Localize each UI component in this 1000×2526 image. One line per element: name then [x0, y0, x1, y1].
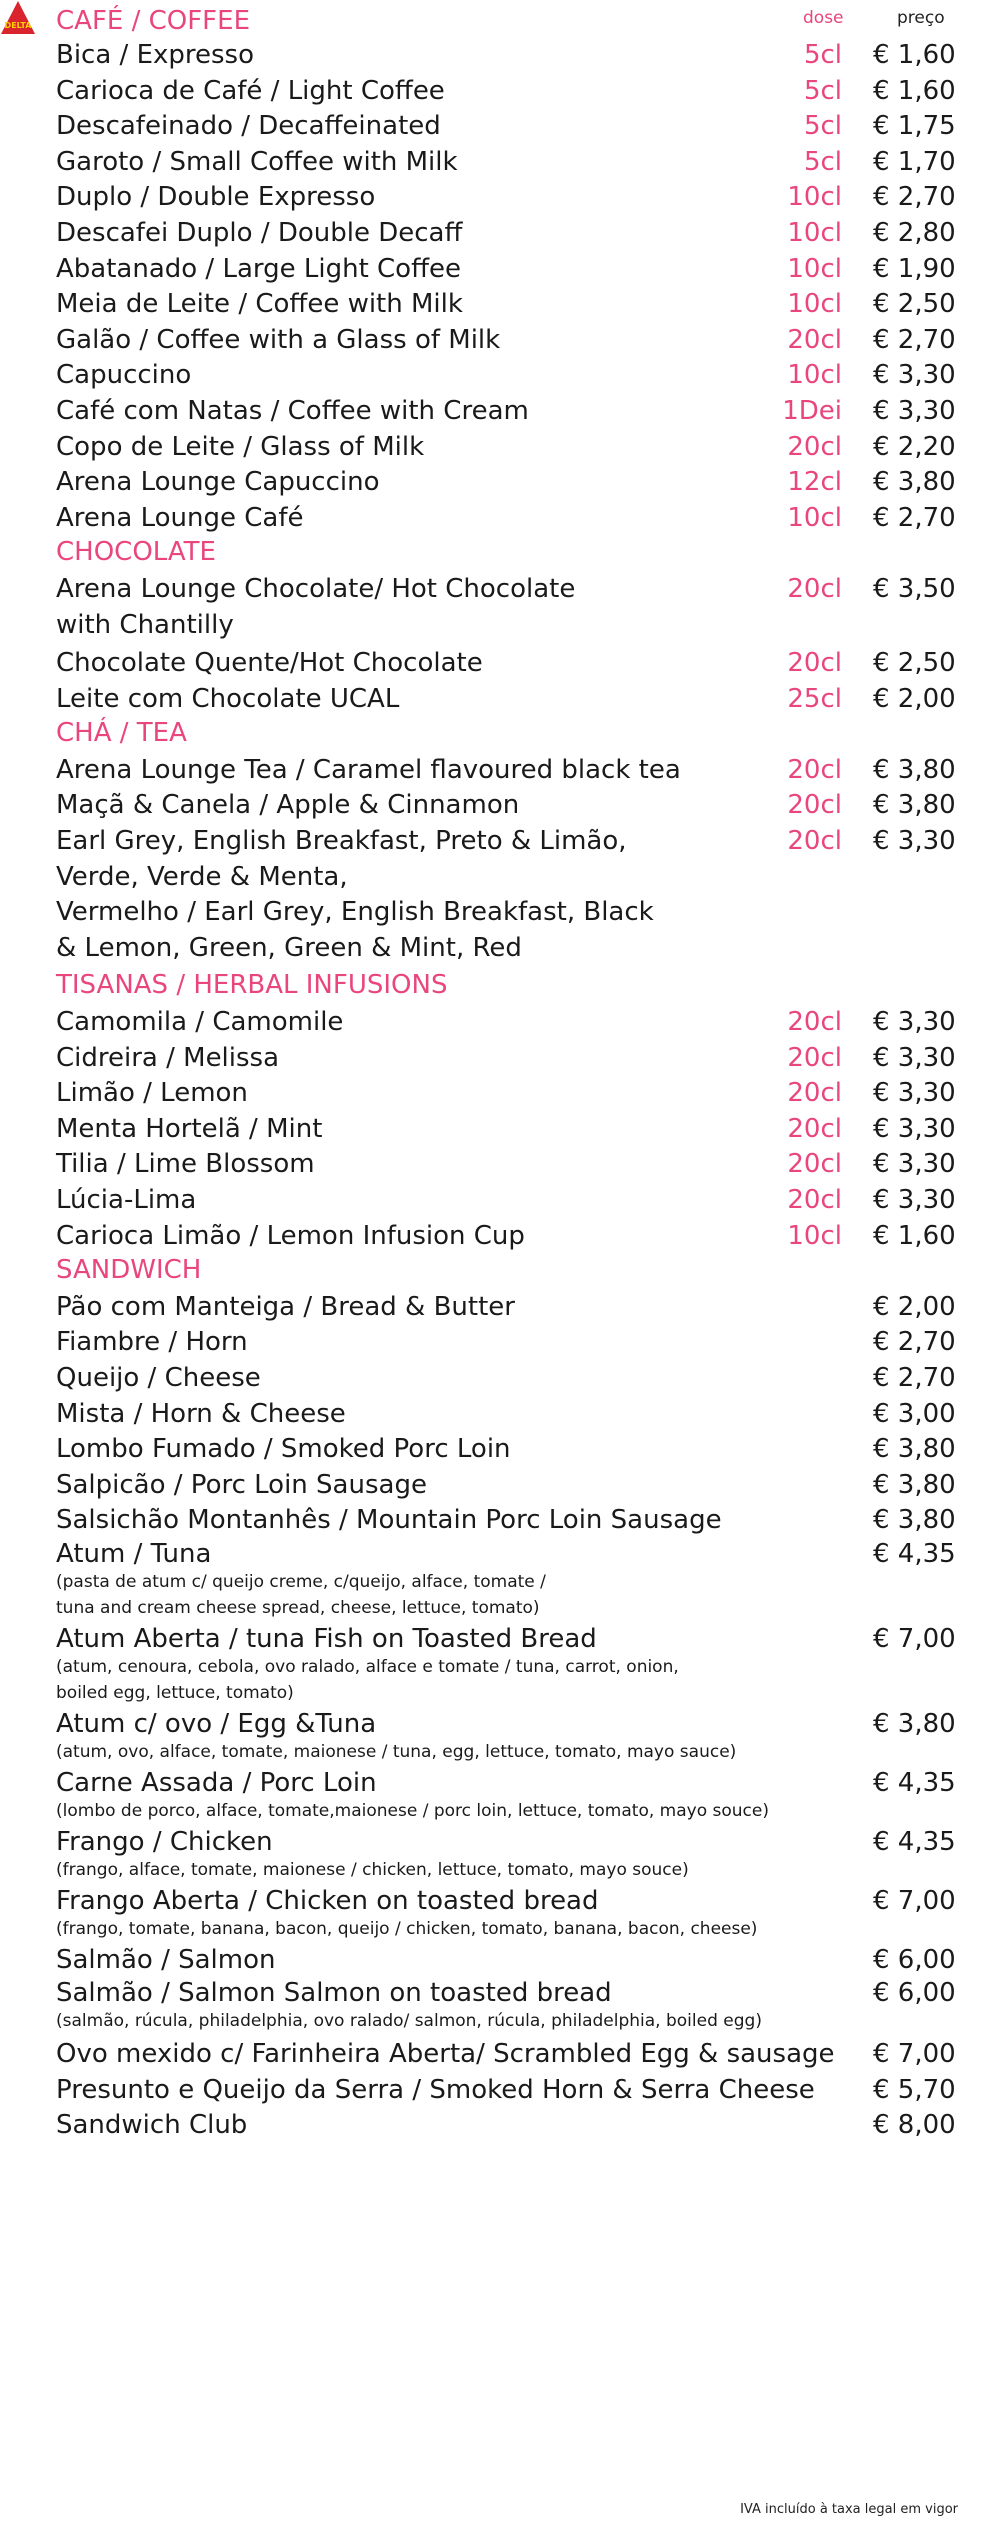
- item-name: Arena Lounge Capuccino: [56, 467, 380, 498]
- item-description: (frango, tomate, banana, bacon, queijo / chicken, tomato, banana, bacon, cheese): [56, 1918, 758, 1939]
- item-price: € 3,50: [873, 573, 956, 604]
- menu-item: [0, 1073, 1000, 1109]
- menu-item: [0, 142, 1000, 178]
- item-name: Descafeinado / Decaffeinated: [56, 111, 441, 142]
- sandwich-extra-list: [0, 2034, 1000, 2141]
- item-name: Sandwich Club: [56, 2110, 248, 2141]
- item-dose: 20cl: [787, 1149, 842, 1180]
- item-name: Copo de Leite / Glass of Milk: [56, 431, 425, 462]
- item-name: Leite com Chocolate UCAL: [56, 683, 400, 714]
- item-price: € 2,00: [873, 683, 956, 714]
- item-price: € 3,80: [873, 467, 956, 498]
- item-price: € 8,00: [873, 2110, 956, 2141]
- menu-item: [0, 284, 1000, 320]
- item-name: Meia de Leite / Coffee with Milk: [56, 289, 463, 320]
- item-name: Maçã & Canela / Apple & Cinnamon: [56, 790, 520, 821]
- item-price: € 2,70: [873, 1362, 956, 1393]
- item-price: € 3,80: [873, 790, 956, 821]
- item-dose: 20cl: [787, 790, 842, 821]
- section-title-herbal: TISANAS / HERBAL INFUSIONS: [56, 970, 448, 1001]
- item-price: € 4,35: [873, 1538, 956, 1569]
- item-dose: 10cl: [787, 253, 842, 284]
- delta-logo-text: DELTA: [4, 21, 32, 30]
- herbal-list: [0, 1002, 1000, 1251]
- item-dose: 10cl: [787, 1220, 842, 1251]
- item-name: Tilia / Lime Blossom: [56, 1149, 315, 1180]
- item-name: Pão com Manteiga / Bread & Butter: [56, 1291, 515, 1322]
- item-name: Salmão / Salmon: [56, 1944, 276, 1975]
- menu-item: [0, 1287, 1000, 1323]
- menu-item: [0, 1216, 1000, 1252]
- item-price: € 7,00: [873, 1623, 956, 1654]
- item-name-line: Arena Lounge Chocolate/ Hot Chocolate: [56, 573, 576, 604]
- item-price: € 2,70: [873, 1327, 956, 1358]
- menu-item: [0, 1394, 1000, 1430]
- item-price: € 2,20: [873, 431, 956, 462]
- item-description: (salmão, rúcula, philadelphia, ovo ralado/ salmon, rúcula, philadelphia, boiled egg): [56, 2010, 762, 2031]
- item-dose: 20cl: [787, 431, 842, 462]
- item-name: Menta Hortelã / Mint: [56, 1113, 323, 1144]
- item-price: € 3,30: [873, 1185, 956, 1215]
- item-price: € 2,70: [873, 502, 956, 533]
- sandwich-item: [0, 1706, 1000, 1765]
- item-dose: 20cl: [787, 648, 842, 679]
- sandwich-item: [0, 1942, 1000, 1975]
- menu-item: [0, 391, 1000, 427]
- item-name: Carioca Limão / Lemon Infusion Cup: [56, 1220, 525, 1251]
- herbal-header: [0, 966, 1000, 1002]
- item-description: (frango, alface, tomate, maionese / chicken, lettuce, tomato, mayo souce): [56, 1859, 689, 1880]
- item-dose: 5cl: [803, 111, 842, 142]
- section-title-sandwich: SANDWICH: [56, 1255, 202, 1286]
- menu-item: [0, 1038, 1000, 1074]
- menu-item: [0, 1322, 1000, 1358]
- item-price: € 7,00: [873, 1885, 956, 1916]
- price-column-header: preço: [897, 8, 945, 28]
- item-name: Salsichão Montanhês / Mountain Porc Loin Sausage: [56, 1505, 722, 1536]
- item-dose: 10cl: [787, 217, 842, 248]
- item-price: € 1,75: [873, 111, 956, 142]
- item-name: Lúcia-Lima: [56, 1185, 197, 1215]
- menu-item: [0, 213, 1000, 249]
- item-dose: 5cl: [803, 146, 842, 177]
- sandwich-header: [0, 1251, 1000, 1287]
- item-name: Café com Natas / Coffee with Cream: [56, 395, 529, 426]
- sandwich-item: [0, 1621, 1000, 1706]
- item-price: € 3,80: [873, 754, 956, 785]
- menu-item: [0, 498, 1000, 534]
- item-name: Garoto / Small Coffee with Milk: [56, 146, 458, 177]
- item-dose: 20cl: [787, 1078, 842, 1109]
- menu-item: [0, 1144, 1000, 1180]
- tea-list: [0, 750, 1000, 821]
- item-dose: 12cl: [787, 467, 842, 498]
- item-name: Frango / Chicken: [56, 1826, 273, 1857]
- item-name: Limão / Lemon: [56, 1078, 248, 1109]
- item-dose: 20cl: [787, 1185, 842, 1215]
- item-dose: 10cl: [787, 289, 842, 320]
- item-name: Mista / Horn & Cheese: [56, 1398, 346, 1429]
- item-price: € 2,80: [873, 217, 956, 248]
- menu-item: [0, 35, 1000, 71]
- item-price: € 6,00: [873, 1944, 956, 1975]
- item-name-line: & Lemon, Green, Green & Mint, Red: [56, 932, 522, 963]
- item-name: Queijo / Cheese: [56, 1362, 261, 1393]
- item-description: (atum, cenoura, cebola, ovo ralado, alface e tomate / tuna, carrot, onion,: [56, 1656, 679, 1677]
- item-dose: 20cl: [787, 1007, 842, 1038]
- item-name: Bica / Expresso: [56, 40, 255, 70]
- section-title-tea: CHÁ / TEA: [56, 718, 187, 749]
- item-name: Atum / Tuna: [56, 1538, 212, 1569]
- chocolate-header: [0, 533, 1000, 569]
- menu-item: [0, 1002, 1000, 1038]
- item-dose: 20cl: [787, 324, 842, 355]
- chocolate-list: [0, 643, 1000, 714]
- item-price: € 3,30: [873, 826, 956, 857]
- item-price: € 2,50: [873, 648, 956, 679]
- item-name: Chocolate Quente/Hot Chocolate: [56, 648, 483, 679]
- item-price: € 3,00: [873, 1398, 956, 1429]
- item-price: € 4,35: [873, 1767, 956, 1798]
- item-name-lines: [0, 821, 1000, 966]
- item-name: Salpicão / Porc Loin Sausage: [56, 1469, 427, 1500]
- item-price: € 3,30: [873, 395, 956, 426]
- item-name-line: with Chantilly: [56, 609, 234, 640]
- item-name: Camomila / Camomile: [56, 1007, 344, 1038]
- item-dose: 20cl: [787, 573, 842, 604]
- item-price: € 1,70: [873, 146, 956, 177]
- item-price: € 1,60: [873, 40, 956, 70]
- item-price: € 2,70: [873, 182, 956, 213]
- item-dose: 10cl: [787, 360, 842, 391]
- item-price: € 3,80: [873, 1708, 956, 1739]
- menu-item: [0, 2105, 1000, 2141]
- item-price: € 3,30: [873, 360, 956, 391]
- menu-item: [0, 1109, 1000, 1145]
- tea-header: [0, 714, 1000, 750]
- menu-item-multiline: [0, 821, 1000, 966]
- coffee-header: [0, 0, 1000, 35]
- item-price: € 3,30: [873, 1113, 956, 1144]
- item-name: Fiambre / Horn: [56, 1327, 248, 1358]
- item-price: € 3,80: [873, 1505, 956, 1536]
- menu-item: [0, 427, 1000, 463]
- menu-item: [0, 2070, 1000, 2106]
- item-name-line: Earl Grey, English Breakfast, Preto & Limão,: [56, 826, 627, 857]
- item-name: Galão / Coffee with a Glass of Milk: [56, 324, 501, 355]
- item-dose: 1Dei: [782, 395, 842, 426]
- item-name: Descafei Duplo / Double Decaff: [56, 217, 463, 248]
- menu-item: [0, 679, 1000, 715]
- item-name: Arena Lounge Tea / Caramel flavoured black tea: [56, 754, 681, 785]
- item-dose: 5cl: [803, 75, 842, 106]
- menu-item: [0, 1358, 1000, 1394]
- item-price: € 6,00: [873, 1977, 956, 2008]
- item-description: tuna and cream cheese spread, cheese, lettuce, tomato): [56, 1597, 540, 1618]
- menu-item: [0, 643, 1000, 679]
- item-name-line: Verde, Verde & Menta,: [56, 861, 348, 892]
- item-dose: 10cl: [787, 182, 842, 213]
- menu-item: [0, 750, 1000, 786]
- item-dose: 20cl: [787, 826, 842, 857]
- item-name-lines: [0, 569, 1000, 643]
- item-name-line: Vermelho / Earl Grey, English Breakfast, Black: [56, 897, 654, 928]
- item-dose: 20cl: [787, 754, 842, 785]
- menu-item: [0, 785, 1000, 821]
- item-price: € 4,35: [873, 1826, 956, 1857]
- item-name: Arena Lounge Café: [56, 502, 304, 533]
- section-title-coffee: CAFÉ / COFFEE: [56, 6, 250, 36]
- item-description: boiled egg, lettuce, tomato): [56, 1682, 294, 1703]
- item-price: € 1,60: [873, 75, 956, 106]
- item-name: Duplo / Double Expresso: [56, 182, 376, 213]
- dose-column-header: dose: [803, 8, 844, 28]
- vat-note: IVA incluído à taxa legal em vigor: [740, 2502, 958, 2517]
- item-price: € 7,00: [873, 2038, 956, 2069]
- item-price: € 3,30: [873, 1042, 956, 1073]
- sandwich-item: [0, 1975, 1000, 2034]
- item-price: € 3,30: [873, 1078, 956, 1109]
- item-price: € 2,00: [873, 1291, 956, 1322]
- item-price: € 3,80: [873, 1434, 956, 1465]
- item-description: (lombo de porco, alface, tomate,maionese / porc loin, lettuce, tomato, mayo souce): [56, 1800, 769, 1821]
- menu-item: [0, 71, 1000, 107]
- menu-item: [0, 355, 1000, 391]
- menu-item: [0, 2034, 1000, 2070]
- item-name: Frango Aberta / Chicken on toasted bread: [56, 1885, 599, 1916]
- item-price: € 3,80: [873, 1469, 956, 1500]
- item-description: (pasta de atum c/ queijo creme, c/queijo, alface, tomate /: [56, 1571, 546, 1592]
- item-dose: 5cl: [803, 40, 842, 70]
- item-description: (atum, ovo, alface, tomate, maionese / tuna, egg, lettuce, tomato, mayo sauce): [56, 1741, 737, 1762]
- coffee-list: [0, 35, 1000, 533]
- item-dose: 20cl: [787, 1113, 842, 1144]
- sandwich-item: [0, 1536, 1000, 1621]
- item-price: € 1,90: [873, 253, 956, 284]
- item-price: € 3,30: [873, 1007, 956, 1038]
- item-name: Carne Assada / Porc Loin: [56, 1767, 377, 1798]
- item-price: € 5,70: [873, 2074, 956, 2105]
- menu-item: [0, 249, 1000, 285]
- sandwich-item: [0, 1824, 1000, 1883]
- item-name: Capuccino: [56, 360, 192, 391]
- item-name: Atum Aberta / tuna Fish on Toasted Bread: [56, 1623, 597, 1654]
- item-name: Lombo Fumado / Smoked Porc Loin: [56, 1434, 511, 1465]
- menu-item: [0, 1465, 1000, 1501]
- menu-item: [0, 177, 1000, 213]
- menu-item: [0, 1500, 1000, 1536]
- item-dose: 20cl: [787, 1042, 842, 1073]
- item-price: € 2,70: [873, 324, 956, 355]
- sandwich-list: [0, 1287, 1000, 1536]
- section-title-chocolate: CHOCOLATE: [56, 537, 216, 568]
- menu-item: [0, 106, 1000, 142]
- item-name: Abatanado / Large Light Coffee: [56, 253, 461, 284]
- item-dose: 10cl: [787, 502, 842, 533]
- item-name: Carioca de Café / Light Coffee: [56, 75, 445, 106]
- item-price: € 3,30: [873, 1149, 956, 1180]
- item-name: Atum c/ ovo / Egg &Tuna: [56, 1708, 377, 1739]
- item-price: € 1,60: [873, 1220, 956, 1251]
- menu-item: [0, 1429, 1000, 1465]
- menu-item: [0, 1180, 1000, 1216]
- item-dose: 25cl: [787, 683, 842, 714]
- sandwich-described-list: [0, 1536, 1000, 2034]
- item-name: Ovo mexido c/ Farinheira Aberta/ Scrambled Egg & sausage: [56, 2038, 835, 2069]
- item-name: Salmão / Salmon Salmon on toasted bread: [56, 1977, 612, 2008]
- item-name: Presunto e Queijo da Serra / Smoked Horn & Serra Cheese: [56, 2074, 815, 2105]
- sandwich-item: [0, 1883, 1000, 1942]
- menu-item-multiline: [0, 569, 1000, 643]
- item-name: Cidreira / Melissa: [56, 1042, 280, 1073]
- menu-item: [0, 462, 1000, 498]
- menu-item: [0, 320, 1000, 356]
- item-price: € 2,50: [873, 289, 956, 320]
- sandwich-item: [0, 1765, 1000, 1824]
